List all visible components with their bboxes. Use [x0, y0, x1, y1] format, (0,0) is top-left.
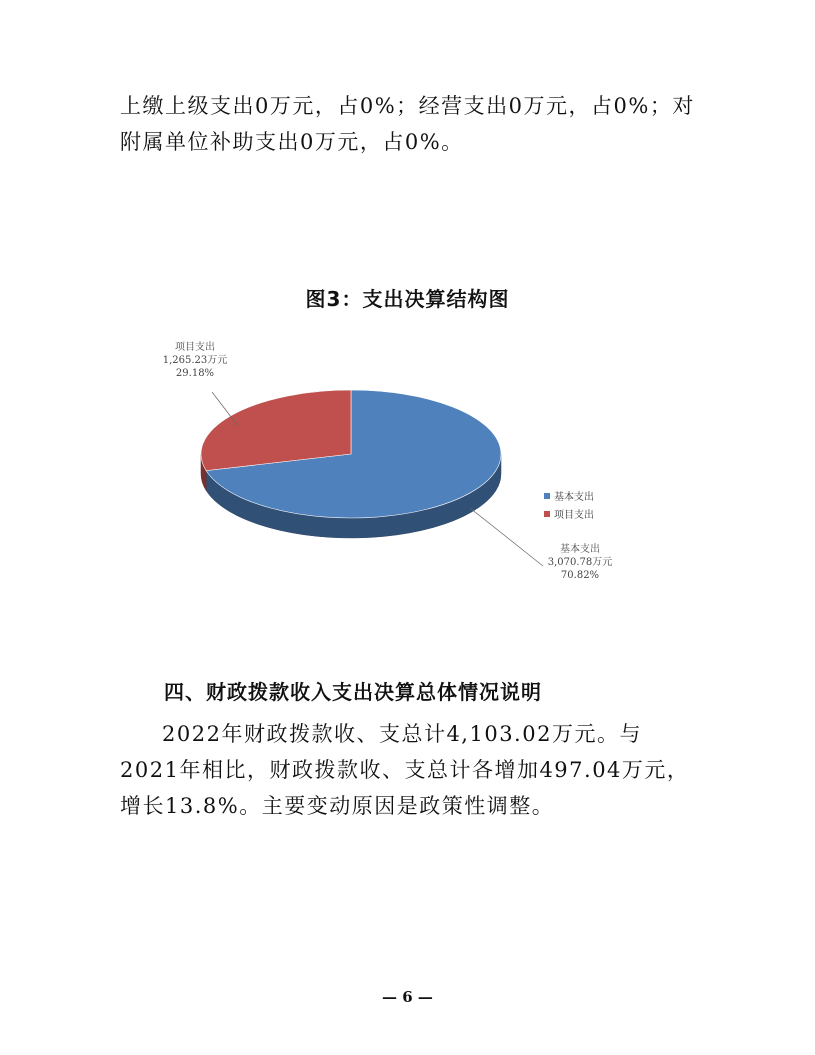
legend-label-0: 基本支出 — [554, 492, 594, 503]
leader-line-0 — [470, 508, 543, 566]
data-label-0-1: 3,070.78万元 — [547, 557, 613, 568]
paragraph-top: 上缴上级支出0万元，占0%；经营支出0万元，占0%；对附属单位补助支出0万元，占0%。 — [120, 94, 695, 154]
chart-title: 图3：支出决算结构图 — [305, 287, 510, 311]
pie-chart — [0, 330, 815, 620]
legend-label-1: 项目支出 — [554, 510, 594, 521]
legend-swatch-0 — [544, 493, 550, 499]
section-heading: 四、财政拨款收入支出决算总体情况说明 — [164, 680, 542, 704]
data-label-0-0: 基本支出 — [560, 544, 600, 555]
data-label-1-1: 1,265.23万元 — [162, 355, 228, 366]
paragraph-bottom: 2022年财政拨款收、支总计4,103.02万元。与2021年相比，财政拨款收、支总计各增加497.04万元，增长13.8%。主要变动原因是政策性调整。 — [120, 722, 690, 818]
data-label-1-2: 29.18% — [175, 368, 215, 379]
data-label-0-2: 70.82% — [560, 570, 600, 581]
legend-swatch-1 — [544, 511, 550, 517]
data-label-1-0: 项目支出 — [175, 342, 215, 353]
page-number: — 6 — — [382, 988, 433, 1006]
